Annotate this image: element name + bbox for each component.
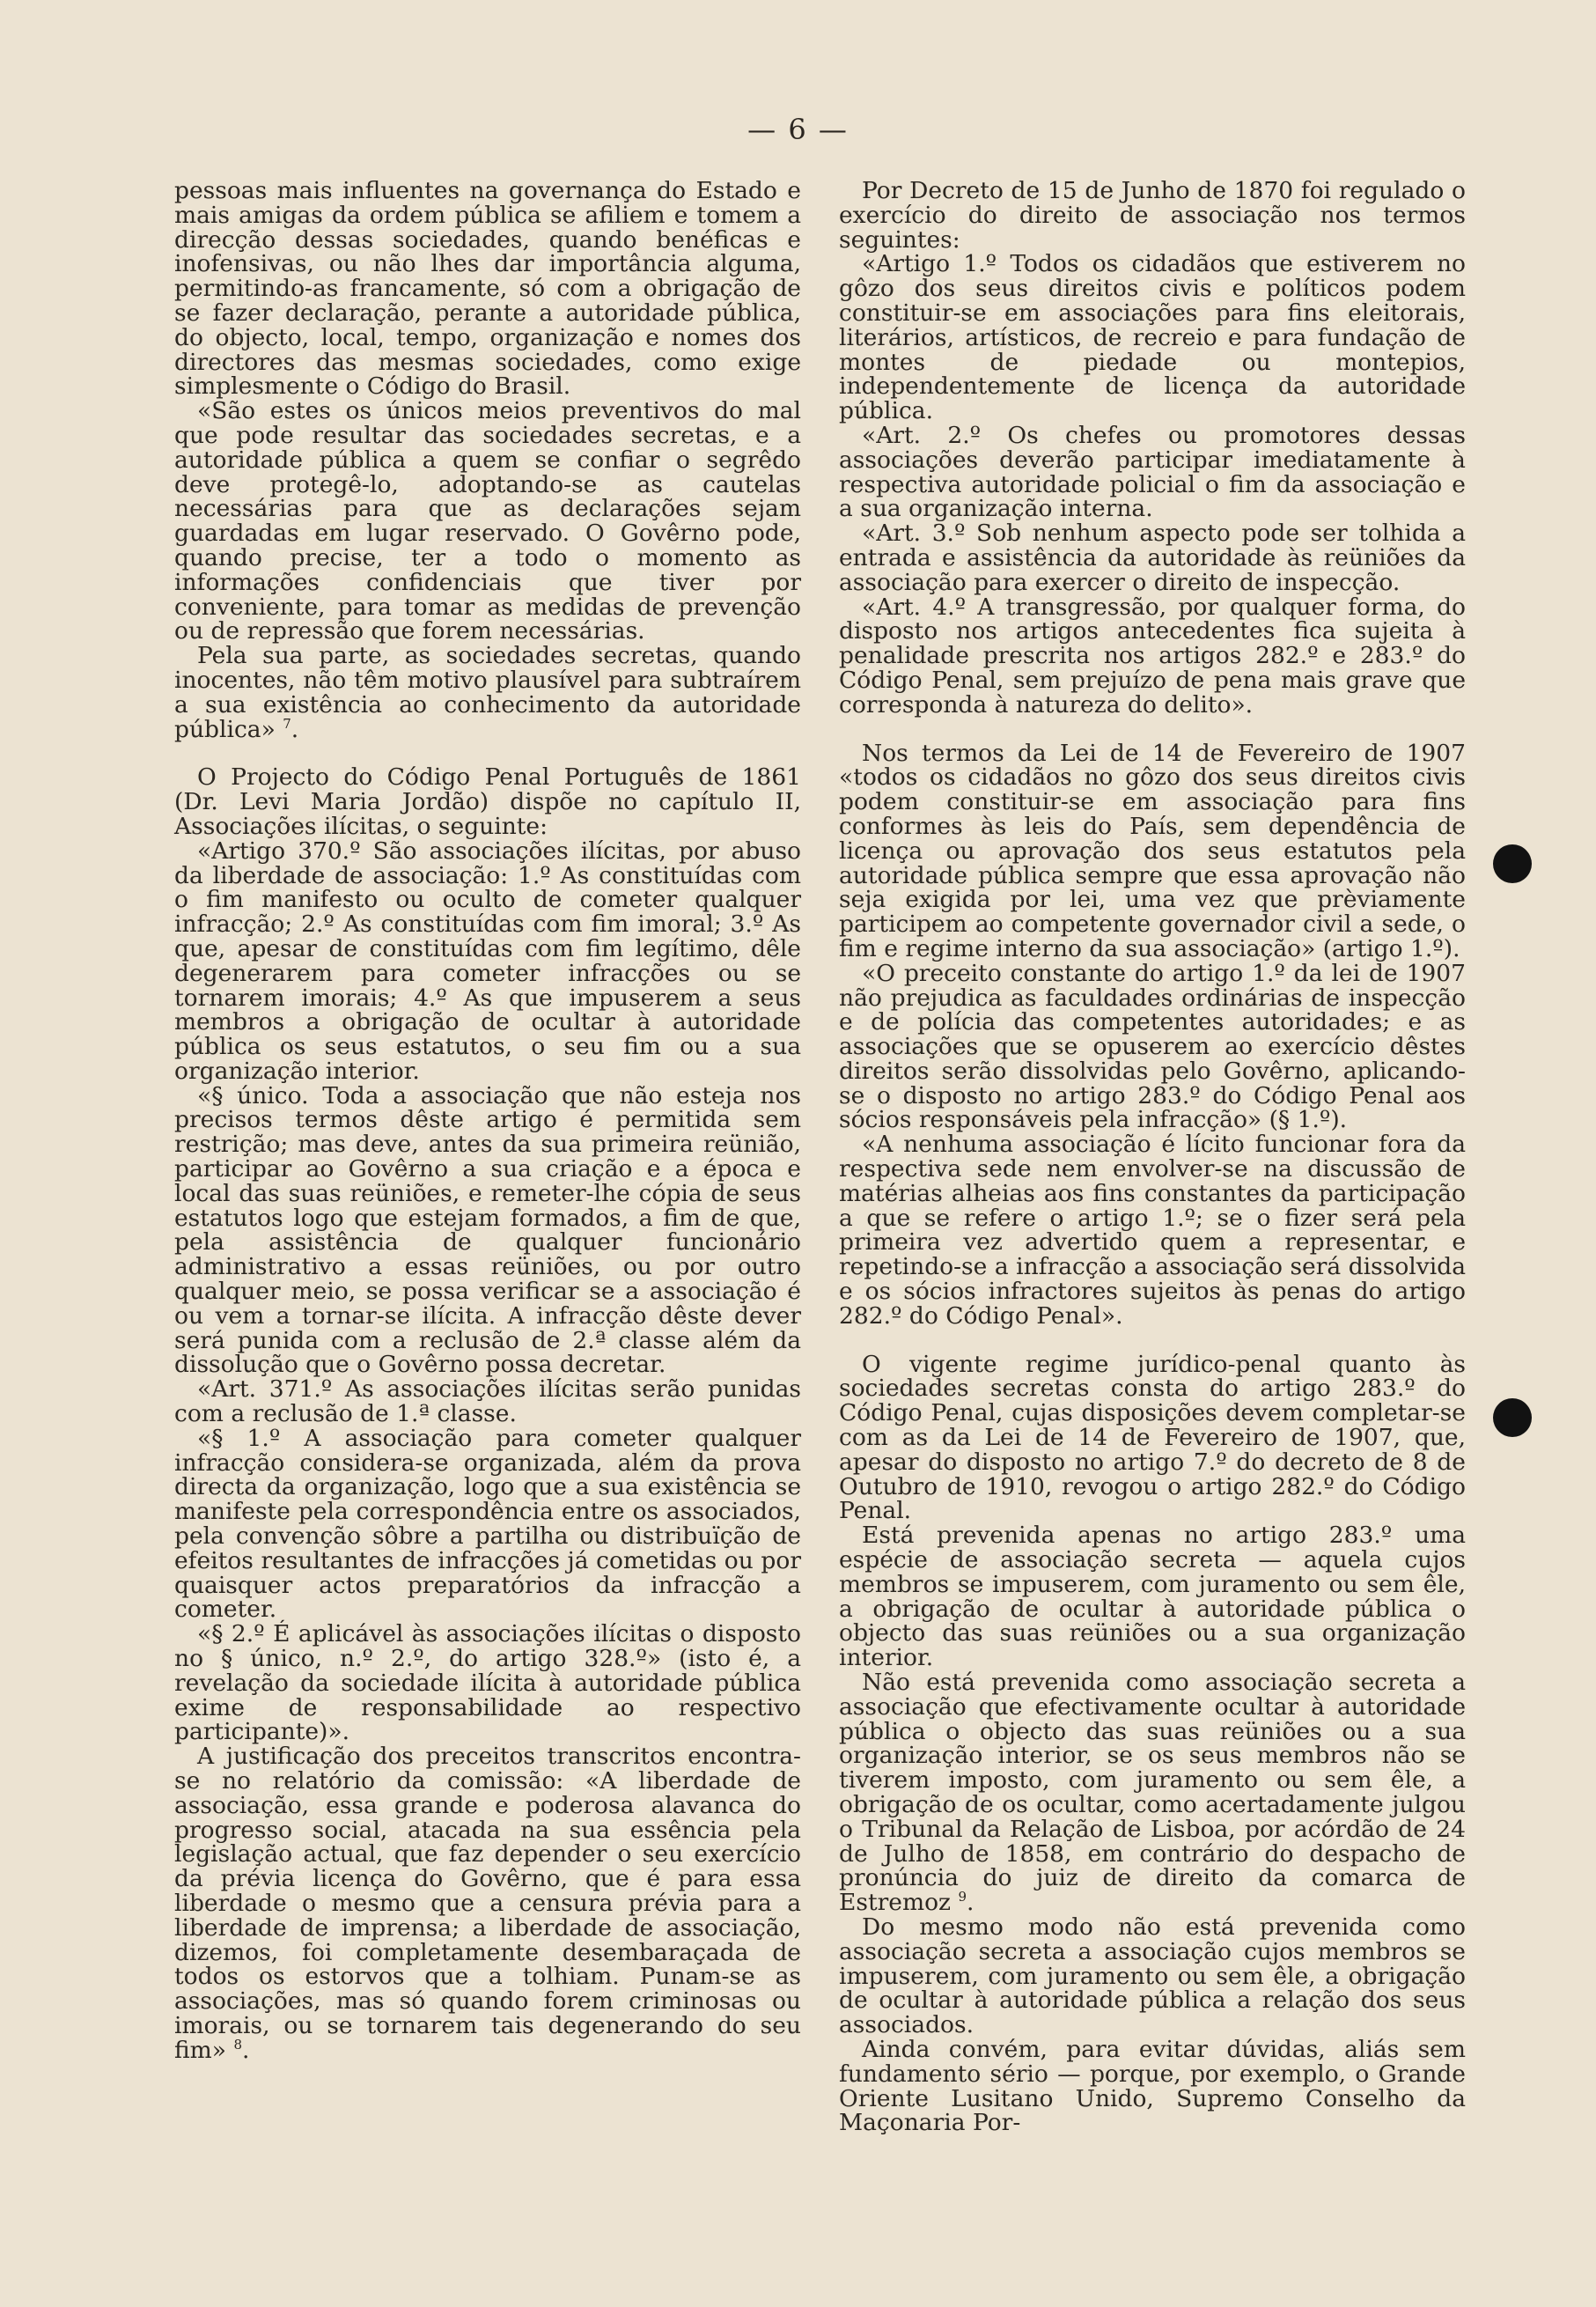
right-column [839, 179, 1466, 2135]
paragraph: O vigente regime jurídico-penal quanto às sociedades secretas consta do artigo 283.º do Código Penal, cujas disposições devem completar-se com as da Lei de 14 de Fevereiro de 1907, que, apesar do disposto no artigo 7.º do decreto de 8 de Outubro de 1910, revogou o artigo 282.º do Código Penal. [839, 1350, 1466, 1525]
paragraph: Por Decreto de 15 de Junho de 1870 foi regulado o exercício do direito de associação nos termos seguintes: [839, 177, 1466, 254]
paragraph: «§ único. Toda a associação que não esteja nos precisos termos dêste artigo é permitida sem restrição; mas deve, antes da sua primeira reünião, participar ao Govêrno a sua criação e a época e local das suas reüniões, e remeter-lhe cópia de seus estatutos logo que estejam formados, a fim de que, pela assistência de qualquer funcionário administrativo a essas reüniões, ou por outro qualquer meio, se possa verificar se a associação é ou vem a tornar-se ilícita. A infracção dêste dever será punida com a reclusão de 2.ª classe além da dissolução que o Govêrno possa decretar. [174, 1081, 801, 1379]
paragraph: «Artigo 370.º São associações ilícitas, por abuso da liberdade de associação: 1.º As constituídas com o fim manifesto ou oculto de cometer qualquer infracção; 2.º As constituídas com fim imoral; 3.º As que, apesar de constituídas com fim legítimo, dêle degenerarem para cometer infracções ou se tornarem imorais; 4.º As que impuserem a seus membros a obrigação de ocultar à autoridade pública os seus estatutos, o seu fim ou a sua organização interior. [174, 837, 801, 1085]
paragraph: A justificação dos preceitos transcritos encontra-se no relatório da comissão: «A liberdade de associação, essa grande e poderosa alavanca do progresso social, atacada na sua essência pela legislação actual, que faz depender o seu exercício da prévia licença do Govêrno, que é para essa liberdade o mesmo que a censura prévia para a liberdade de imprensa; a liberdade de associação, dizemos, foi completamente desembaraçada de todos os estorvos que a tolhiam. Punam-se as associações, mas só quando forem criminosas ou imorais, ou se tornarem tais degenerando do seu fim» $^8$. [174, 1743, 801, 2064]
paragraph: Não está prevenida como associação secreta a associação que efectivamente ocultar à autoridade pública o objecto das suas reüniões ou a sua organização interior, se os seus membros não se tiverem imposto, com juramento ou sem êle, a obrigação de os ocultar, como acertadamente julgou o Tribunal da Relação de Lisboa, por acórdão de 24 de Julho de 1858, em contrário do despacho de pronúncia do juiz de direito da comarca de Estremoz $^9$. [839, 1669, 1466, 1917]
paragraph: Pela sua parte, as sociedades secretas, quando inocentes, não têm motivo plausível para subtraírem a sua existência ao conhecimento da autoridade pública» $^7$. [174, 642, 801, 743]
paragraph: «A nenhuma associação é lícito funcionar fora da respectiva sede nem envolver-se na discussão de matérias alheias aos fins constantes da participação a que se refere o artigo 1.º; se o fizer será pela primeira vez advertido quem a representar, e repetindo-se a infracção a associação será dissolvida e os sócios infractores sujeitos às penas do artigo 282.º do Código Penal». [839, 1131, 1466, 1330]
paragraph: «Art. 371.º As associações ilícitas serão punidas com a reclusão de 1.ª classe. [174, 1375, 801, 1428]
paragraph: Ainda convém, para evitar dúvidas, aliás sem fundamento sério — porque, por exemplo, o Grande Oriente Lusitano Unido, Supremo Conselho da Maçonaria Por- [839, 2035, 1466, 2137]
footnote-ref: 7 [283, 715, 291, 732]
punch-hole-icon [1493, 1398, 1532, 1437]
punch-hole-icon [1493, 844, 1532, 883]
paragraph: «São estes os únicos meios preventivos do mal que pode resultar das sociedades secretas, e a autoridade pública a quem se confiar o segrêdo deve protegê-lo, adoptando-se as cautelas necessárias para que as declarações sejam guardadas em lugar reservado. O Govêrno pode, quando precise, ter a todo o momento as informações confidenciais que tiver por conveniente, para tomar as medidas de prevenção ou de repressão que forem necessárias. [174, 397, 801, 645]
paragraph: «Art. 4.º A transgressão, por qualquer forma, do disposto nos artigos antecedentes fica sujeita à penalidade prescrita nos artigos 282.º e 283.º do Código Penal, sem prejuízo de pena mais grave que corresponda à natureza do delito». [839, 593, 1466, 719]
paragraph: «Art. 2.º Os chefes ou promotores dessas associações deverão participar imediatamente à respectiva autoridade policial o fim da associação e a sua organização interna. [839, 421, 1466, 523]
page-number: — 6 — [747, 113, 849, 146]
paragraph: «Art. 3.º Sob nenhum aspecto pode ser tolhida a entrada e assistência da autoridade às reüniões da associação para exercer o direito de inspecção. [839, 520, 1466, 596]
paragraph: Está prevenida apenas no artigo 283.º uma espécie de associação secreta — aquela cujos membros se impuserem, com juramento ou sem êle, a obrigação de ocultar à autoridade pública o objecto das suas reüniões ou a sua organização interior. [839, 1522, 1466, 1672]
paragraph: «§ 2.º É aplicável às associações ilícitas o disposto no § único, n.º 2.º, do artigo 328.º» (isto é, a revelação da sociedade ilícita à autoridade pública exime de responsabilidade ao respectivo participante)». [174, 1620, 801, 1746]
paragraph: «O preceito constante do artigo 1.º da lei de 1907 não prejudica as faculdades ordinárias de inspecção e de polícia das competentes autoridades; e as associações que se opuserem ao exercício dêstes direitos serão dissolvidas pelo Govêrno, aplicando-se o disposto no artigo 283.º do Código Penal aos sócios responsáveis pela infracção» (§ 1.º). [839, 959, 1466, 1134]
paragraph: Do mesmo modo não está prevenida como associação secreta a associação cujos membros se impuserem, com juramento ou sem êle, a obrigação de ocultar à autoridade pública a relação dos seus associados. [839, 1913, 1466, 2039]
paragraph-text: Não está prevenida como associação secreta a associação que efectivamente ocultar à autoridade pública o objecto das suas reüniões ou a sua organização interior, se os seus membros não se tiverem imposto, com juramento ou sem êle, a obrigação de os ocultar, como acertadamente julgou o Tribunal da Relação de Lisboa, por acórdão de 24 de Julho de 1858, em contrário do despacho de pronúncia do juiz de direito da comarca de Estremoz [839, 1669, 1466, 1917]
paragraph: Nos termos da Lei de 14 de Fevereiro de 1907 «todos os cidadãos no gôzo dos seus direitos civis podem constituir-se em associação para fins conformes às leis do País, sem dependência de licença ou aprovação dos seus estatutos pela autoridade pública sempre que essa aprovação não seja exigida por lei, uma vez que prèviamente participem ao competente governador civil a sede, o fim e regime interno da sua associação» (artigo 1.º). [839, 739, 1466, 962]
footnote-ref: 9 [958, 1889, 967, 1905]
paragraph: «§ 1.º A associação para cometer qualquer infracção considera-se organizada, além da prova directa da organização, logo que a sua existência se manifeste pela correspondência entre os associados, pela convenção sôbre a partilha ou distribuïção de efeitos resultantes de infracções já cometidas ou por quaisquer actos preparatórios da infracção a cometer. [174, 1424, 801, 1624]
paragraph-text: A justificação dos preceitos transcritos encontra-se no relatório da comissão: «A liberdade de associação, essa grande e poderosa alavanca do progresso social, atacada na sua essência pela legislação actual, que faz depender o seu exercício da prévia licença do Govêrno, que é para essa liberdade o mesmo que a censura prévia para a liberdade de imprensa; a liberdade de associação, dizemos, foi completamente desembaraçada de todos os estorvos que a tolhiam. Punam-se as associações, mas só quando forem criminosas ou imorais, ou se tornarem tais degenerando do seu fim» [174, 1743, 801, 2064]
left-column [174, 179, 801, 2063]
paragraph: pessoas mais influentes na governança do Estado e mais amigas da ordem pública se afiliem e tomem a direcção dessas sociedades, quando benéficas e inofensivas, ou não lhes dar importância alguma, permitindo-as francamente, só com a obrigação de se fazer declaração, perante a autoridade pública, do objecto, local, tempo, organização e nomes dos directores das mesmas sociedades, como exige simplesmente o Código do Brasil. [174, 177, 801, 401]
footnote-ref: 8 [233, 2036, 243, 2053]
paragraph: «Artigo 1.º Todos os cidadãos que estiverem no gôzo dos seus direitos civis e políticos podem constituir-se em associações para fins eleitorais, literários, artísticos, de recreio e para fundação de montes de piedade ou montepios, independentemente de licença da autoridade pública. [839, 250, 1466, 425]
paragraph: O Projecto do Código Penal Português de 1861 (Dr. Levi Maria Jordão) dispõe no capítulo II, Associações ilícitas, o seguinte: [174, 763, 801, 840]
paragraph-text: Pela sua parte, as sociedades secretas, quando inocentes, não têm motivo plausível para subtraírem a sua existência ao conhecimento da autoridade pública» [174, 642, 801, 743]
